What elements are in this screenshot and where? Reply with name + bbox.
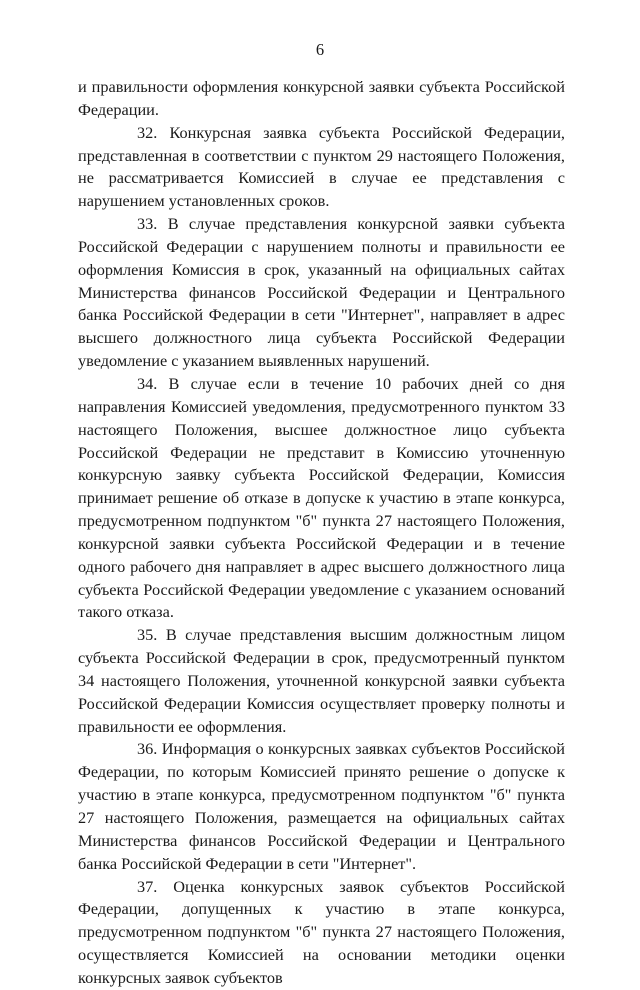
- paragraph-33: 33. В случае представления конкурсной заявки субъекта Российской Федерации с нарушением полноты и правильности ее оформления Комиссия в срок, указанный на официальных сайтах Министерства финансов Российской Федерации и Центрального банка Российской Федерации в сети "Интернет", направляет в адрес высшего должностного лица субъекта Российской Федерации уведомление с указанием выявленных нарушений.: [78, 214, 565, 371]
- page-number: 6: [315, 40, 325, 59]
- paragraph-34: 34. В случае если в течение 10 рабочих дней со дня направления Комиссией уведомления, предусмотренного пунктом 33 настоящего Положения, высшее должностное лицо субъекта Российской Федерации не представит в Комиссию уточненную конкурсную заявку субъекта Российской Федерации, Комиссия принимает решение об отказе в допуске к участию в этапе конкурса, предусмотренном подпунктом "б" пункта 27 настоящего Положения, конкурсной заявки субъекта Российской Федерации и в течение одного рабочего дня направляет в адрес высшего должностного лица субъекта Российской Федерации уведомление с указанием оснований такого отказа.: [78, 373, 565, 622]
- paragraph-37: 37. Оценка конкурсных заявок субъектов Российской Федерации, допущенных к участию в этапе конкурса, предусмотренном подпунктом "б" пункта 27 настоящего Положения, осуществляется Комиссией на основании методики оценки конкурсных заявок субъектов: [78, 876, 565, 987]
- paragraph-32: 32. Конкурсная заявка субъекта Российской Федерации, представленная в соответствии с пунктом 29 настоящего Положения, не рассматривается Комиссией в случае ее представления с нарушением установленных сроков.: [78, 122, 565, 211]
- document-body: [78, 76, 565, 990]
- paragraph-36: 36. Информация о конкурсных заявках субъектов Российской Федерации, по которым Комиссией принято решение о допуске к участию в этапе конкурса, предусмотренном подпунктом "б" пункта 27 настоящего Положения, размещается на официальных сайтах Министерства финансов Российской Федерации и Центрального банка Российской Федерации в сети "Интернет".: [78, 739, 565, 873]
- paragraph-35: 35. В случае представления высшим должностным лицом субъекта Российской Федерации в срок, предусмотренный пунктом 34 настоящего Положения, уточненной конкурсной заявки субъекта Российской Федерации Комиссия осуществляет проверку полноты и правильности ее оформления.: [78, 625, 565, 736]
- paragraph-continuation: и правильности оформления конкурсной заявки субъекта Российской Федерации.: [78, 77, 565, 119]
